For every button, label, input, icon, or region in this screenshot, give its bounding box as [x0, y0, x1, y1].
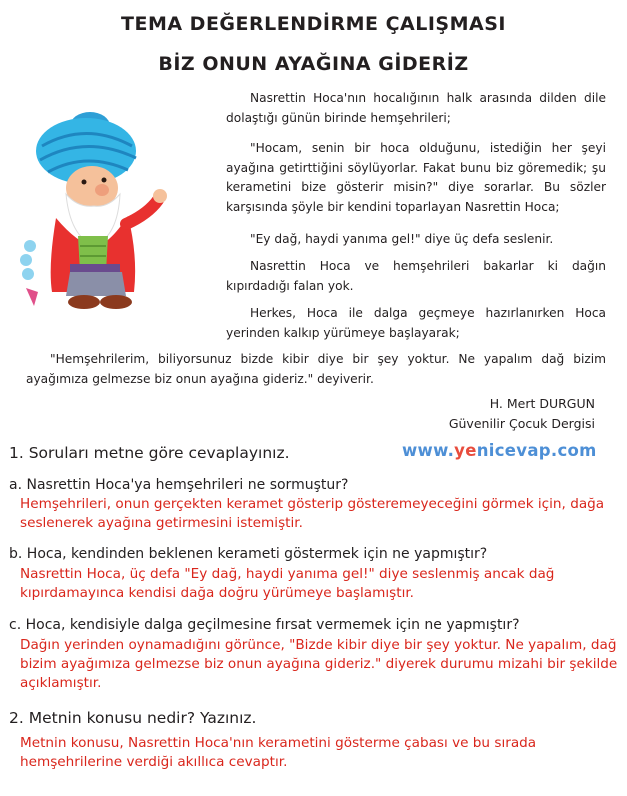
watermark: www.yenicevap.com	[402, 441, 597, 460]
answer-a: Hemşehrileri, onun gerçekten keramet gösterip gösteremeyeceğini görmek için, dağa seslenerek ayağına getirmesini istemiştir.	[20, 496, 605, 531]
question-c: c. Hoca, kendisiyle dalga geçilmesine fırsat vermemek için ne yapmıştır?	[9, 617, 520, 633]
story-paragraph: Herkes, Hoca ile dalga geçmeye hazırlanırken Hoca yerinden kalkıp yürümeye başlayarak;	[226, 306, 606, 340]
story-paragraph: "Hocam, senin bir hoca olduğunu, istediğin her şeyi ayağına getirttiğini söylüyorlar. Fakat bunu biz göremedik; şu kerametini bize gösterir misin?" diye sorarlar. Bu sözler karşısında şöyle bir kendini toparlayan Nasrettin Hoca;	[226, 141, 606, 214]
story-paragraph: "Ey dağ, haydi yanıma gel!" diye üç defa seslenir.	[250, 232, 554, 246]
answer-c: Dağın yerinden oynamadığını görünce, "Bizde kibir diye bir şey yoktur. Ne yapalım, dağ bizim ayağımıza gelmezse biz onun ayağına gideriz." diyerek durumu mizahi bir şekilde açıklamıştır.	[20, 637, 618, 691]
story-title: BİZ ONUN AYAĞINA GİDERİZ	[158, 53, 469, 75]
story-paragraph: Nasrettin Hoca'nın hocalığının halk arasında dilden dile dolaştığı günün birinde hemşehrileri;	[226, 91, 606, 125]
author-name: H. Mert DURGUN	[489, 396, 595, 411]
nasreddin-hoca-illustration	[8, 96, 178, 318]
publication-name: Güvenilir Çocuk Dergisi	[448, 416, 595, 431]
story-paragraph: "Hemşehrilerim, biliyorsunuz bizde kibir diye bir şey yoktur. Ne yapalım dağ bizim ayağımıza gelmezse biz onun ayağına gideriz." deyiverir.	[26, 352, 606, 386]
section-2-heading: 2. Metnin konusu nedir? Yazınız.	[9, 709, 257, 727]
page-title: TEMA DEĞERLENDİRME ÇALIŞMASI	[121, 13, 506, 35]
question-b: b. Hoca, kendinden beklenen kerameti göstermek için ne yapmıştır?	[9, 546, 488, 562]
story-paragraph: Nasrettin Hoca ve hemşehrileri bakarlar ki dağın kıpırdadığı falan yok.	[226, 259, 606, 293]
answer-2: Metnin konusu, Nasrettin Hoca'nın kerametini gösterme çabası ve bu sırada hemşehrilerine verdiği akıllıca cevaptır.	[20, 735, 537, 770]
section-1-heading: 1. Soruları metne göre cevaplayınız.	[9, 444, 290, 462]
question-a: a. Nasrettin Hoca'ya hemşehrileri ne sormuştur?	[9, 477, 349, 493]
answer-b: Nasrettin Hoca, üç defa "Ey dağ, haydi yanıma gel!" diye seslenmiş ancak dağ kıpırdamayınca kendisi dağa doğru yürümeye başlamıştır.	[20, 566, 555, 601]
